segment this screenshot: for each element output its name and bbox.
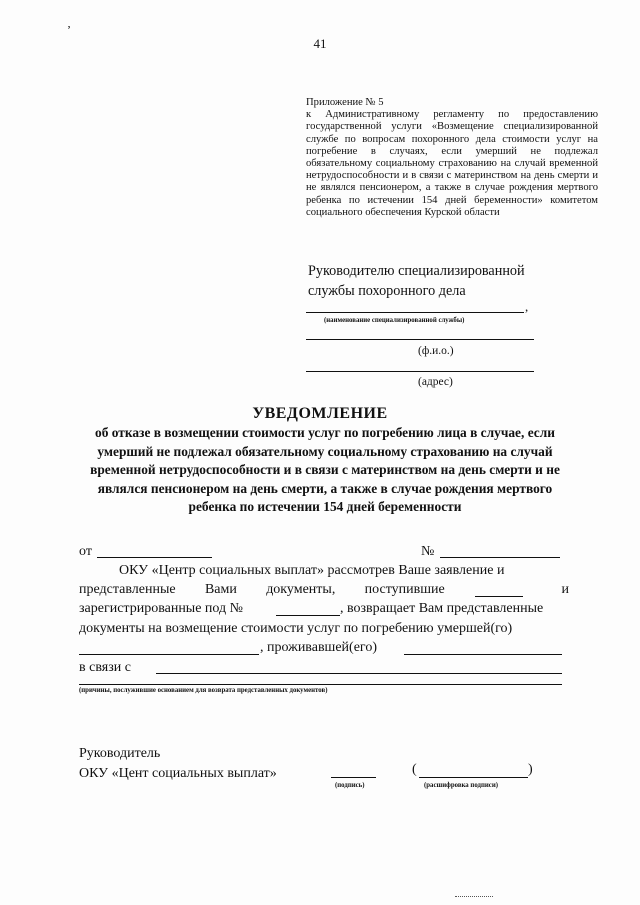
line2-word-2: Вами: [204, 582, 237, 597]
reason-field[interactable]: [156, 673, 562, 674]
addressee-line-2: службы похоронного дела: [308, 283, 466, 299]
signature-role-line-2: ОКУ «Цент социальных выплат»: [79, 766, 277, 781]
date-field[interactable]: [97, 557, 212, 558]
appendix-title: Приложение № 5: [306, 97, 384, 108]
reason-caption: (причины, послужившие основанием для возврата представленных документов): [79, 687, 328, 694]
number-label: №: [421, 544, 435, 559]
scan-artifact: [455, 896, 493, 897]
reason-label: в связи с: [79, 660, 131, 675]
paragraph-line-3a: зарегистрированные под №: [79, 601, 244, 616]
line2-word-4: поступившие: [364, 582, 445, 597]
service-name-field[interactable]: [306, 312, 524, 313]
address-field[interactable]: [306, 371, 534, 372]
appendix-block: [306, 97, 598, 219]
address-caption: (адрес): [418, 376, 453, 388]
paragraph-line-3b: , возвращает Вам представленные: [340, 601, 544, 616]
service-comma: ,: [525, 299, 529, 314]
notice-subtitle: об отказе в возмещении стоимости услуг по погребению лица в случае, если умерший не подлежал обязательному социальному страхованию на случай временной нетрудоспособности и в связи с материнством на день смерти и не являлся пенсионером на день смерти, а также в случае рождения мертвого ребенка по истечении 154 дней беременности: [90, 425, 560, 515]
notice-title: УВЕДОМЛЕНИЕ: [252, 405, 388, 422]
fio-field[interactable]: [306, 339, 534, 340]
received-date-field[interactable]: [475, 596, 523, 597]
addressee-line-1: Руководителю специализированной: [308, 263, 525, 279]
signature-role-line-1: Руководитель: [79, 746, 161, 761]
service-name-caption: (наименование специализированной службы): [324, 317, 465, 324]
paragraph-line-1: ОКУ «Центр социальных выплат» рассмотрев Ваше заявление и: [119, 563, 505, 578]
deceased-address-field[interactable]: [404, 654, 562, 655]
signature-decode-field[interactable]: [419, 777, 528, 778]
appendix-text: к Административному регламенту по предоставлению государственной услуги «Возмещение специализированной службе по вопросам похоронного дела стоимости услуг на погребение в случаях, если умерший не подлежал обязательному социальному страхованию на случай временной нетрудоспособности и в связи с материнством на день смерти и не являлся пенсионером, а также в случае рождения мертвого ребенка по истечении 154 дней беременности» комитетом социального обеспечения Курской области: [306, 109, 598, 218]
reason-field-continued[interactable]: [79, 684, 562, 685]
paragraph-line-5: , проживавшей(его): [260, 640, 377, 655]
signature-caption: (подпись): [335, 782, 365, 789]
line2-word-3: документы,: [266, 582, 336, 597]
paren-close: ): [528, 762, 533, 777]
line2-word-1: представленные: [79, 582, 176, 597]
number-field[interactable]: [440, 557, 560, 558]
fio-caption: (ф.и.о.): [418, 345, 454, 357]
addressee-heading: [308, 261, 525, 301]
registration-number-field[interactable]: [276, 615, 340, 616]
from-label: от: [79, 544, 92, 559]
scan-mark: ‚: [67, 16, 71, 30]
signature-decode-caption: (расшифровка подписи): [424, 782, 498, 789]
page-number: 41: [313, 36, 327, 51]
deceased-name-field[interactable]: [79, 654, 259, 655]
paren-open: (: [412, 762, 417, 777]
paragraph-line-4: документы на возмещение стоимости услуг по погребению умершей(го): [79, 621, 513, 636]
line2-word-5: и: [561, 582, 569, 597]
signature-field[interactable]: [331, 777, 376, 778]
